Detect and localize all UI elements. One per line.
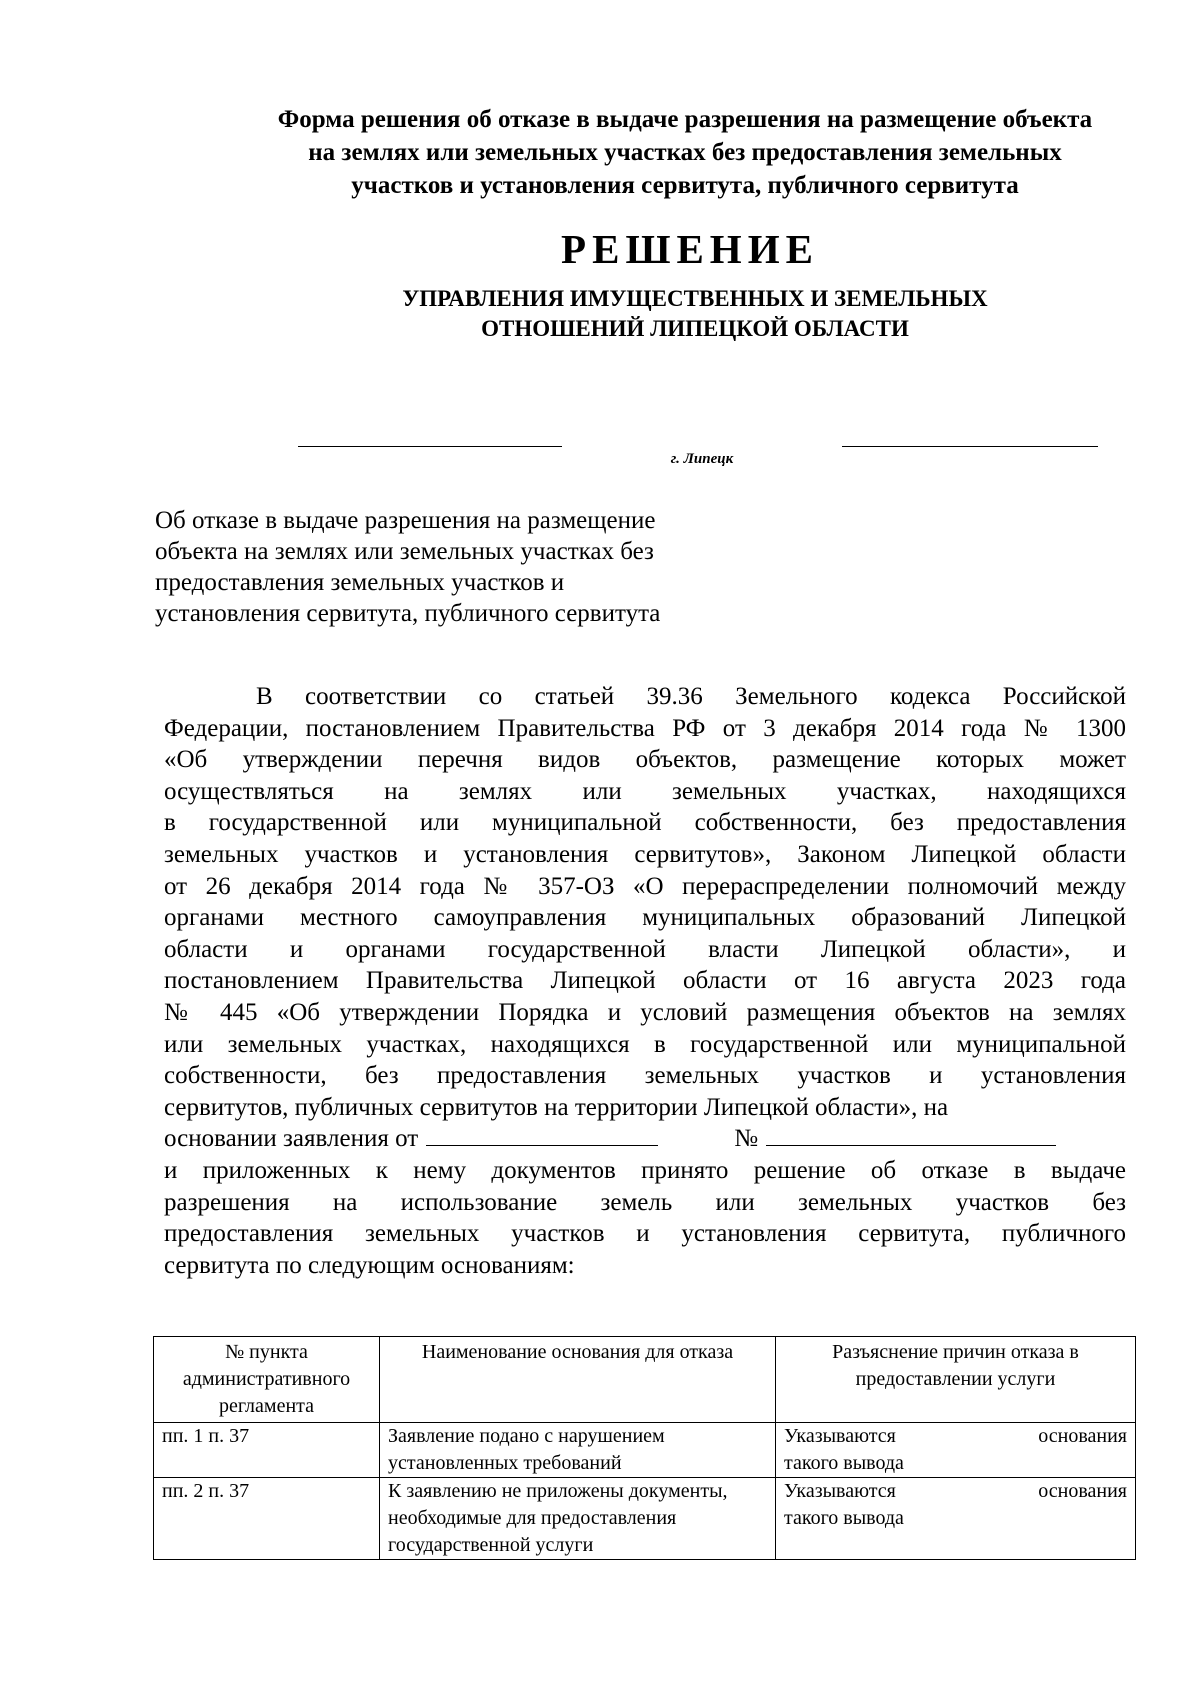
subject-line: предоставления земельных участков и [155,569,565,596]
decision-heading: РЕШЕНИЕ [561,226,819,272]
application-date-label: основании заявления от [164,1125,419,1153]
city-label: г. Липецк [670,451,734,467]
refusal-grounds-table [153,1336,1136,1560]
decision-subject [155,505,795,629]
body-line: осуществляться на землях или земельных участках, находящихся [164,777,1126,805]
explanation-word: основания [1038,1425,1127,1447]
body-line: «Об утверждении перечня видов объектов, размещение которых может [164,746,1126,774]
regulation-item-cell: пп. 1 п. 37 [154,1423,380,1478]
body-line: от 26 декабря 2014 года № 357-ОЗ «О перераспределении полномочий между [164,872,1126,900]
column-header: Наименование основания для отказа [380,1337,776,1423]
column-header: Разъяснение причин отказа в предоставлении услуги [776,1337,1136,1423]
body-line: В соответствии со статьей 39.36 Земельного кодекса Российской [256,683,1126,710]
explanation-word: основания [1038,1480,1127,1502]
form-title-line: Форма решения об отказе в выдаче разрешения на размещение объекта [277,106,1093,133]
subject-line: объекта на землях или земельных участках без [155,538,654,565]
body-line: Федерации, постановлением Правительства РФ от 3 декабря 2014 года № 1300 [164,714,1126,742]
body-line: сервитута по следующим основаниям: [164,1251,575,1279]
regulation-item-cell: пп. 2 п. 37 [154,1478,380,1560]
agency-name-line: ОТНОШЕНИЙ ЛИПЕЦКОЙ ОБЛАСТИ [481,316,909,341]
explanation-second-line: такого вывода [784,1452,904,1474]
subject-line: установления сервитута, публичного сервитута [155,600,661,627]
subject-line: Об отказе в выдаче разрешения на размещение [155,507,656,534]
explanation-cell [776,1478,1136,1560]
explanation-word: Указываются [784,1425,896,1447]
explanation-cell [776,1423,1136,1478]
body-line: № 445 «Об утверждении Порядка и условий размещения объектов на землях [164,998,1126,1026]
explanation-first-line [784,1478,1127,1505]
decision-body [164,681,1126,1281]
application-date-blank [426,1125,658,1146]
agency-name-line: УПРАВЛЕНИЯ ИМУЩЕСТВЕННЫХ И ЗЕМЕЛЬНЫХ [402,286,988,311]
body-line: сервитутов, публичных сервитутов на территории Липецкой области», на [164,1093,949,1121]
form-title-line: на землях или земельных участках без предоставления земельных [308,139,1062,166]
explanation-second-line: такого вывода [784,1507,904,1529]
table-header-row [154,1337,1136,1423]
body-line: собственности, без предоставления земельных участков и установления [164,1062,1126,1090]
body-line: или земельных участках, находящихся в государственной или муниципальной [164,1030,1126,1058]
body-line: области и органами государственной власти Липецкой области», и [164,935,1126,963]
table-row [154,1423,1136,1478]
table-row [154,1478,1136,1560]
explanation-first-line [784,1423,1127,1450]
body-line: разрешения на использование земель или земельных участков без [164,1188,1126,1216]
body-line: земельных участков и установления сервитутов», Законом Липецкой области [164,840,1126,868]
column-header: № пункта административного регламента [154,1337,380,1423]
application-number-blank [766,1125,1056,1146]
body-line: постановлением Правительства Липецкой области от 16 августа 2023 года [164,967,1126,995]
form-title [205,103,1165,202]
number-blank-line [842,446,1098,447]
body-line: в государственной или муниципальной собственности, без предоставления [164,809,1126,837]
ground-cell: К заявлению не приложены документы, необходимые для предоставления государственной услуги [380,1478,776,1560]
body-line: органами местного самоуправления муниципальных образований Липецкой [164,904,1126,932]
body-line: и приложенных к нему документов принято решение об отказе в выдаче [164,1156,1126,1184]
application-line [164,1123,1126,1155]
ground-cell: Заявление подано с нарушением установленных требований [380,1423,776,1478]
explanation-word: Указываются [784,1480,896,1502]
date-blank-line [298,446,562,447]
form-title-line: участков и установления сервитута, публичного сервитута [351,172,1019,199]
agency-name [370,284,1020,344]
number-sign: № [734,1125,759,1153]
body-line: предоставления земельных участков и установления сервитута, публичного [164,1220,1126,1248]
